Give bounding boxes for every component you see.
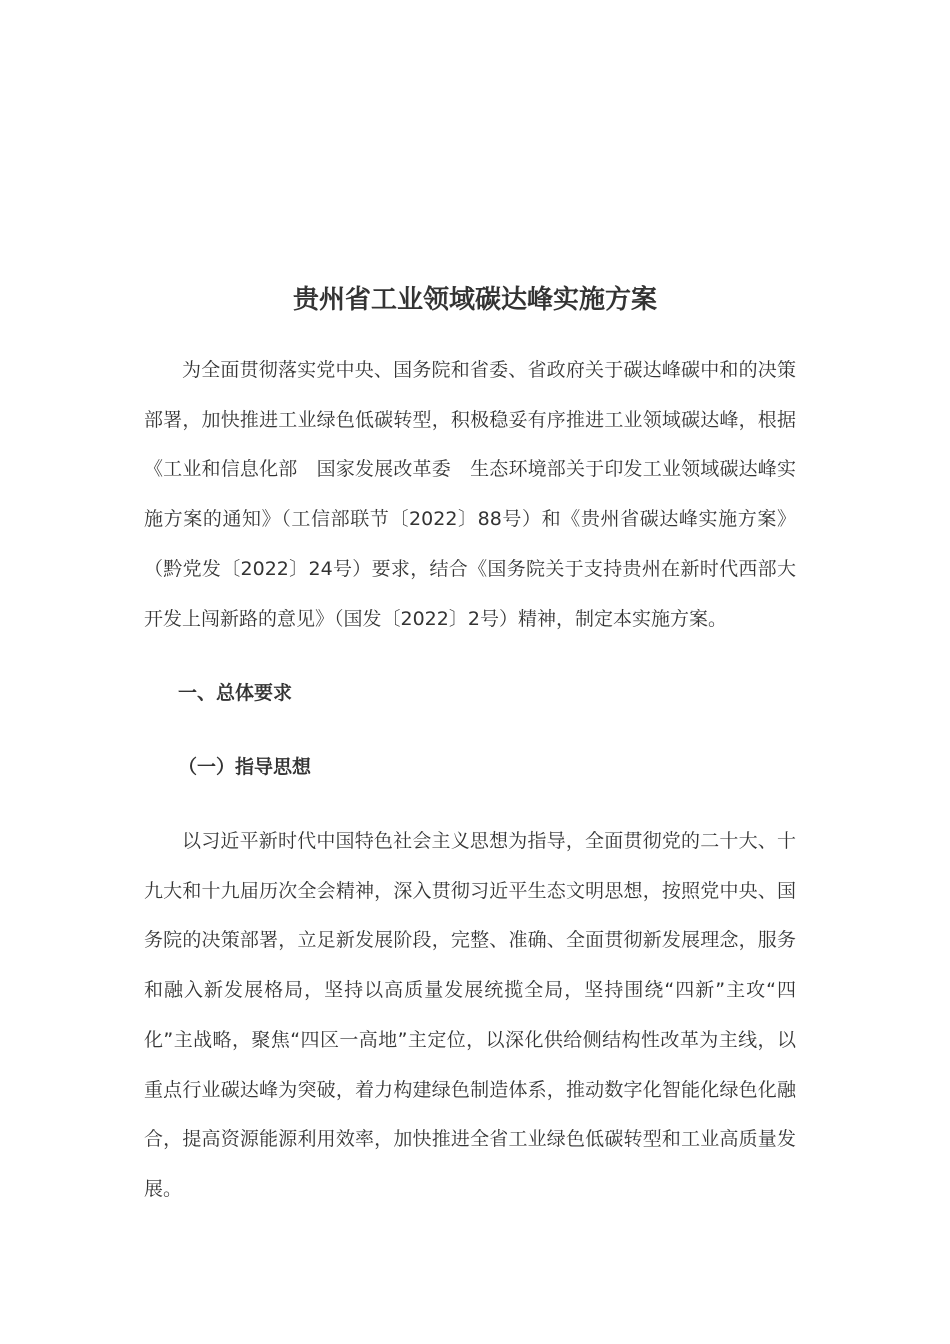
guiding-ideology-paragraph: 以习近平新时代中国特色社会主义思想为指导，全面贯彻党的二十大、十九大和十九届历次全会精神，深入贯彻习近平生态文明思想，按照党中央、国务院的决策部署，立足新发展阶段，完整、准确、全面贯彻新发展理念，服务和融入新发展格局，坚持以高质量发展统揽全局，坚持围绕“四新”主攻“四化”主战略，聚焦“四区一高地”主定位，以深化供给侧结构性改革为主线，以重点行业碳达峰为突破，着力构建绿色制造体系，推动数字化智能化绿色化融合，提高资源能源利用效率，加快推进全省工业绿色低碳转型和工业高质量发展。: [144, 830, 796, 1200]
document-title: 贵州省工业领域碳达峰实施方案: [292, 285, 657, 315]
subsection-heading-guiding-ideology: （一）指导思想: [178, 756, 312, 778]
intro-paragraph: 为全面贯彻落实党中央、国务院和省委、省政府关于碳达峰碳中和的决策部署，加快推进工业绿色低碳转型，积极稳妥有序推进工业领域碳达峰，根据《工业和信息化部 国家发展改革委 生态环境部关于印发工业领域碳达峰实施方案的通知》（工信部联节〔2022〕88号）和《贵州省碳达峰实施方案》（黔党发〔2022〕24号）要求，结合《国务院关于支持贵州在新时代西部大开发上闯新路的意见》（国发〔2022〕2号）精神，制定本实施方案。: [144, 359, 796, 630]
section-heading-general-requirements: 一、总体要求: [178, 682, 293, 704]
